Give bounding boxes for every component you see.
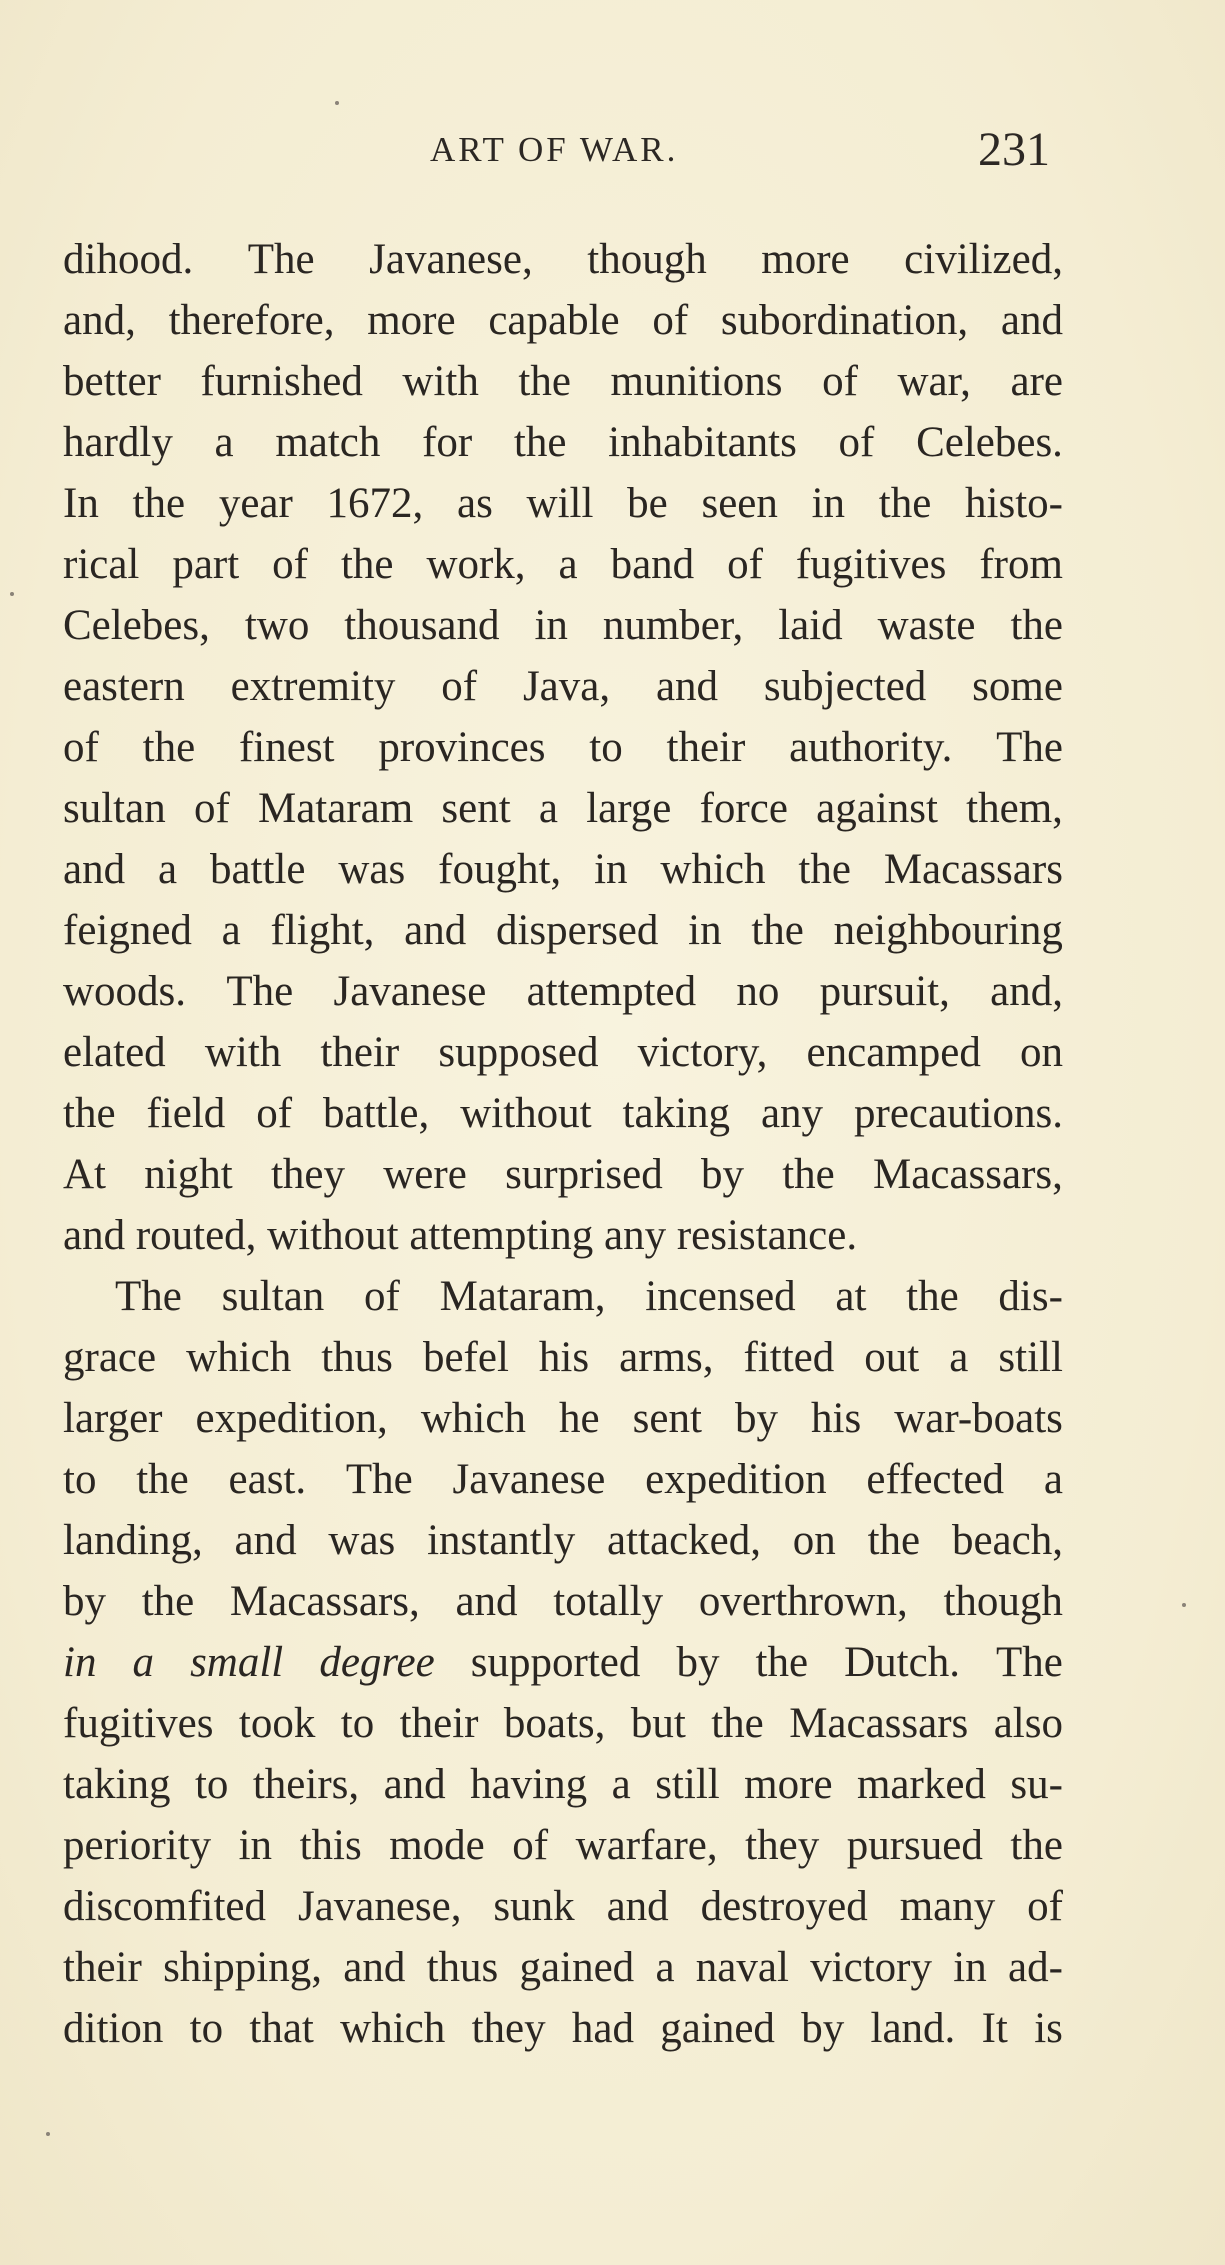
word: in — [953, 1944, 987, 1991]
word: in — [688, 907, 722, 954]
word: two — [244, 602, 310, 649]
word: precautions. — [854, 1090, 1063, 1137]
word: discomfited — [63, 1883, 267, 1930]
word: instantly — [427, 1517, 576, 1564]
running-title: ART OF WAR. — [430, 130, 679, 169]
word: better — [63, 358, 161, 405]
word: be — [627, 480, 668, 527]
word: the — [782, 1151, 835, 1198]
word: fought, — [438, 846, 562, 893]
word: his — [538, 1334, 590, 1381]
word: and — [1000, 297, 1063, 344]
word: which — [340, 2005, 446, 2052]
text-line — [63, 1571, 1063, 1632]
word: night — [144, 1151, 233, 1198]
word: the — [751, 907, 804, 954]
word: they — [270, 1151, 345, 1198]
word: a — [221, 907, 241, 954]
word: Javanese, — [369, 236, 533, 283]
word: this — [299, 1822, 362, 1869]
running-head — [0, 122, 1225, 182]
word: The — [345, 1456, 413, 1503]
word: The — [115, 1273, 182, 1320]
word: supposed — [438, 1029, 599, 1076]
word: battle — [209, 846, 306, 893]
text-line — [63, 1937, 1063, 1998]
word: laid — [778, 602, 843, 649]
word: attacked, — [607, 1517, 761, 1564]
word: in — [238, 1822, 273, 1869]
word: of — [441, 663, 478, 710]
word: from — [979, 541, 1063, 588]
word: munitions — [610, 358, 783, 405]
text-line — [63, 412, 1063, 473]
text-line — [63, 1693, 1063, 1754]
italic-word: a — [132, 1639, 155, 1686]
word: still — [655, 1761, 720, 1808]
word: and — [455, 1578, 518, 1625]
word: part — [172, 541, 240, 588]
paragraph-start-line — [63, 1266, 1063, 1327]
text-line — [63, 656, 1063, 717]
text-line — [63, 1510, 1063, 1571]
word: the — [906, 1273, 959, 1320]
word: they — [471, 2005, 546, 2052]
word: Macassars — [883, 846, 1063, 893]
text-line — [63, 473, 1063, 534]
word: some — [972, 663, 1063, 710]
text-line — [63, 900, 1063, 961]
word: incensed — [645, 1273, 796, 1320]
word: totally — [553, 1578, 664, 1625]
word: Dutch. — [844, 1639, 960, 1686]
word: without — [460, 1090, 592, 1137]
word: and — [404, 907, 467, 954]
word: and, — [63, 297, 136, 344]
word: Mataram, — [439, 1273, 606, 1320]
word: will — [526, 480, 594, 527]
text-line — [63, 717, 1063, 778]
word: waste — [877, 602, 976, 649]
word: and, — [990, 968, 1063, 1015]
word: a — [1043, 1456, 1063, 1503]
word: by — [734, 1395, 778, 1442]
word: of — [822, 358, 858, 405]
text-line — [63, 1327, 1063, 1388]
word: It — [981, 2005, 1008, 2052]
word: 1672, — [326, 480, 424, 527]
word: east. — [228, 1456, 307, 1503]
word: by — [676, 1639, 720, 1686]
word: are — [1010, 358, 1063, 405]
word: the — [132, 480, 186, 527]
body-text — [63, 229, 1063, 2059]
word: as — [457, 480, 493, 527]
word: land. — [870, 2005, 956, 2052]
word: which — [660, 846, 766, 893]
word: at — [835, 1273, 867, 1320]
word: the — [1010, 1822, 1063, 1869]
text-line — [63, 1022, 1063, 1083]
text-line — [63, 778, 1063, 839]
word: thousand — [344, 602, 500, 649]
word: and — [63, 846, 126, 893]
word: of — [63, 724, 99, 771]
word: of — [193, 785, 230, 832]
word: Mataram — [257, 785, 414, 832]
paper-speck — [10, 592, 14, 596]
word: sent — [632, 1395, 702, 1442]
word: more — [367, 297, 456, 344]
word: having — [470, 1761, 588, 1808]
paper-speck — [46, 2132, 50, 2136]
word: effected — [866, 1456, 1005, 1503]
word: year — [218, 480, 293, 527]
text-line — [63, 351, 1063, 412]
word: capable — [488, 297, 620, 344]
word: pursued — [846, 1822, 983, 1869]
word: which — [186, 1334, 292, 1381]
word: feigned — [63, 907, 192, 954]
word: the — [63, 1090, 116, 1137]
text-line-with-italic — [63, 1632, 1063, 1693]
word: supported — [470, 1639, 641, 1686]
word: shipping, — [163, 1944, 322, 1991]
text-line — [63, 1876, 1063, 1937]
word: victory — [810, 1944, 932, 1991]
word: by — [63, 1578, 106, 1625]
paper-speck — [335, 101, 339, 105]
word: his — [811, 1395, 862, 1442]
word: thus — [426, 1944, 499, 1991]
word: out — [864, 1334, 920, 1381]
text-line — [63, 290, 1063, 351]
text-line — [63, 1998, 1063, 2059]
word: dis- — [998, 1273, 1063, 1320]
word: by — [801, 2005, 845, 2052]
word: provinces — [378, 724, 546, 771]
word: many — [899, 1883, 996, 1930]
word: for — [422, 419, 473, 466]
word: on — [792, 1517, 836, 1564]
word: expedition, — [195, 1395, 388, 1442]
paragraph-end-line: and routed, without attempting any resistance. — [63, 1212, 858, 1259]
word: a — [538, 785, 558, 832]
word: against — [816, 785, 938, 832]
word: was — [338, 846, 406, 893]
word: the — [340, 541, 394, 588]
word: them, — [966, 785, 1063, 832]
word: Javanese — [452, 1456, 606, 1503]
word: sunk — [493, 1883, 575, 1930]
word: Celebes. — [916, 419, 1063, 466]
word: Macassars, — [873, 1151, 1063, 1198]
word: thus — [321, 1334, 393, 1381]
word: of — [272, 541, 308, 588]
word: periority — [63, 1822, 212, 1869]
word: histo- — [965, 480, 1063, 527]
word: though — [587, 236, 707, 283]
word: were — [383, 1151, 467, 1198]
word: war, — [897, 358, 971, 405]
word: su- — [1010, 1761, 1063, 1808]
text-line — [63, 961, 1063, 1022]
word: work, — [426, 541, 526, 588]
italic-word: degree — [319, 1639, 435, 1686]
word: pursuit, — [819, 968, 950, 1015]
word: in — [811, 480, 846, 527]
word: Java, — [522, 663, 611, 710]
word: war-boats — [894, 1395, 1063, 1442]
word: and — [343, 1944, 406, 1991]
word: rical — [63, 541, 140, 588]
word: still — [998, 1334, 1063, 1381]
word: number, — [602, 602, 744, 649]
word: to — [194, 1761, 229, 1808]
word: The — [226, 968, 294, 1015]
word: extremity — [230, 663, 396, 710]
word: Javanese, — [297, 1883, 462, 1930]
word: of — [727, 541, 763, 588]
word: battle, — [323, 1090, 430, 1137]
word: subordination, — [720, 297, 969, 344]
word: the — [136, 1456, 189, 1503]
word: a — [949, 1334, 969, 1381]
text-line — [63, 1144, 1063, 1205]
word: Macassars, — [229, 1578, 420, 1625]
word: dition — [63, 2005, 164, 2052]
word: sent — [441, 785, 511, 832]
word: ad- — [1007, 1944, 1063, 1991]
word: expedition — [645, 1456, 827, 1503]
word: taking — [63, 1761, 171, 1808]
word: in — [594, 846, 628, 893]
word: they — [745, 1822, 820, 1869]
word: their — [399, 1700, 479, 1747]
word: and — [655, 663, 719, 710]
word: a — [558, 541, 578, 588]
word: elated — [63, 1029, 166, 1076]
word: befel — [422, 1334, 509, 1381]
word: to — [189, 2005, 224, 2052]
word: with — [402, 358, 479, 405]
word: which — [420, 1395, 526, 1442]
word: gained — [660, 2005, 775, 2052]
word: At — [63, 1151, 106, 1198]
word: The — [996, 724, 1063, 771]
word: and — [383, 1761, 446, 1808]
word: flight, — [270, 907, 375, 954]
word: their — [63, 1944, 142, 1991]
word: attempted — [526, 968, 697, 1015]
text-line — [63, 1815, 1063, 1876]
word: subjected — [763, 663, 927, 710]
word: mode — [389, 1822, 485, 1869]
word: eastern — [63, 663, 185, 710]
word: fitted — [743, 1334, 835, 1381]
word: on — [1019, 1029, 1063, 1076]
word: is — [1034, 2005, 1063, 2052]
word: match — [275, 419, 381, 466]
word: a — [214, 419, 234, 466]
word: taking — [622, 1090, 731, 1137]
word: marked — [856, 1761, 986, 1808]
word: the — [867, 1517, 921, 1564]
word: grace — [63, 1334, 157, 1381]
word: victory, — [637, 1029, 768, 1076]
word: by — [700, 1151, 744, 1198]
word: their — [666, 724, 746, 771]
word: a — [611, 1761, 631, 1808]
word: Macassars — [789, 1700, 969, 1747]
word: the — [1010, 602, 1063, 649]
word: and — [234, 1517, 297, 1564]
word: furnished — [200, 358, 363, 405]
word: and — [606, 1883, 669, 1930]
paper-speck — [1182, 1603, 1186, 1607]
word: field — [146, 1090, 226, 1137]
word: The — [247, 236, 315, 283]
word: the — [798, 846, 851, 893]
word: force — [699, 785, 788, 832]
word: the — [513, 419, 567, 466]
italic-word: in — [63, 1639, 97, 1686]
word: dispersed — [495, 907, 659, 954]
word: boats, — [503, 1700, 606, 1747]
word: had — [571, 2005, 634, 2052]
word: gained — [519, 1944, 635, 1991]
word: The — [996, 1639, 1063, 1686]
word: to — [63, 1456, 97, 1503]
word: surprised — [505, 1151, 663, 1198]
word: with — [204, 1029, 282, 1076]
word: authority. — [789, 724, 953, 771]
word: was — [328, 1517, 396, 1564]
word: the — [141, 1578, 195, 1625]
word: any — [760, 1090, 824, 1137]
text-line — [63, 1754, 1063, 1815]
word: sultan — [63, 785, 166, 832]
word: of — [512, 1822, 549, 1869]
word: the — [142, 724, 196, 771]
page-number: 231 — [978, 123, 1050, 176]
word: naval — [695, 1944, 789, 1991]
word: to — [340, 1700, 375, 1747]
word: neighbouring — [833, 907, 1063, 954]
text-line — [63, 839, 1063, 900]
word: fugitives — [63, 1700, 214, 1747]
word: of — [652, 297, 689, 344]
word: the — [711, 1700, 764, 1747]
word: of — [256, 1090, 293, 1137]
text-line — [63, 534, 1063, 595]
word: Javanese — [333, 968, 487, 1015]
word: but — [630, 1700, 686, 1747]
word: that — [249, 2005, 314, 2052]
word: he — [558, 1395, 600, 1442]
word: the — [518, 358, 571, 405]
word: the — [755, 1639, 809, 1686]
word: finest — [238, 724, 335, 771]
word: to — [589, 724, 623, 771]
word: of — [364, 1273, 400, 1320]
word: more — [744, 1761, 833, 1808]
word: civilized, — [904, 236, 1063, 283]
word: sultan — [221, 1273, 325, 1320]
italic-word: small — [190, 1639, 284, 1686]
word: beach, — [951, 1517, 1063, 1564]
word: more — [761, 236, 850, 283]
word: landing, — [63, 1517, 203, 1564]
word: large — [586, 785, 672, 832]
word: theirs, — [252, 1761, 360, 1808]
word: the — [878, 480, 932, 527]
word: overthrown, — [698, 1578, 908, 1625]
word: woods. — [63, 968, 187, 1015]
word: encamped — [806, 1029, 981, 1076]
word: inhabitants — [608, 419, 797, 466]
text-line — [63, 1449, 1063, 1510]
word: of — [1027, 1883, 1063, 1930]
word: hardly — [63, 419, 173, 466]
word: of — [838, 419, 875, 466]
word: Celebes, — [63, 602, 210, 649]
word: dihood. — [63, 236, 194, 283]
word: though — [943, 1578, 1063, 1625]
word: no — [736, 968, 780, 1015]
word: therefore, — [168, 297, 335, 344]
word: a — [655, 1944, 675, 1991]
word: also — [993, 1700, 1063, 1747]
word: a — [157, 846, 178, 893]
word: warfare, — [575, 1822, 718, 1869]
text-line — [63, 229, 1063, 290]
word: In — [63, 480, 99, 527]
word: took — [238, 1700, 316, 1747]
word: arms, — [619, 1334, 714, 1381]
text-line — [63, 595, 1063, 656]
text-line — [63, 1083, 1063, 1144]
word: seen — [701, 480, 778, 527]
word: in — [534, 602, 568, 649]
word: band — [610, 541, 695, 588]
word: destroyed — [700, 1883, 868, 1930]
text-line — [63, 1388, 1063, 1449]
word: fugitives — [795, 541, 947, 588]
word: larger — [63, 1395, 163, 1442]
word: their — [320, 1029, 400, 1076]
